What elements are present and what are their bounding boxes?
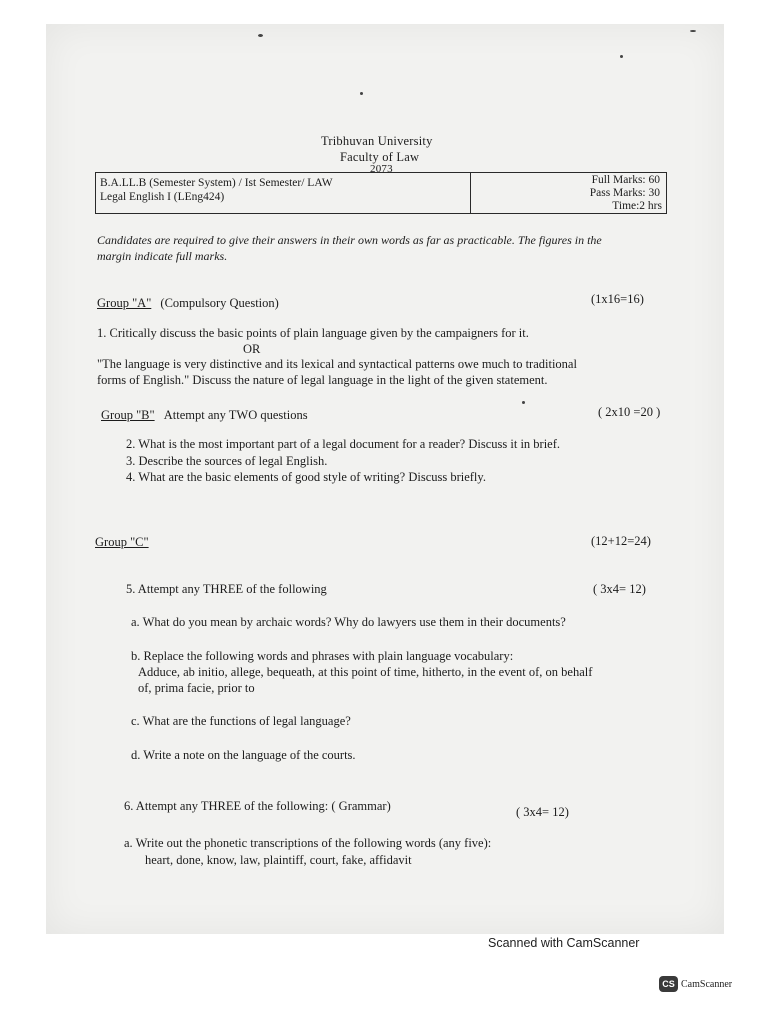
university-name: Tribhuvan University [321,134,433,148]
full-marks: Full Marks: 60 [591,174,660,186]
question-5a: a. What do you mean by archaic words? Why do lawyers use them in their documents? [131,615,566,629]
group-c-marks: (12+12=24) [591,534,651,548]
question-4: 4. What are the basic elements of good style of writing? Discuss briefly. [126,470,486,484]
group-c-heading: Group "C" [95,535,149,549]
question-3: 3. Describe the sources of legal English. [126,454,328,468]
exam-year: 2073 [370,163,393,175]
scan-speck [360,92,363,95]
question-5b-line-3: of, prima facie, prior to [138,681,255,695]
scan-speck [620,55,623,58]
question-5b-line-1: b. Replace the following words and phrases with plain language vocabulary: [131,649,514,663]
course-label: Legal English I (LEng424) [100,191,225,203]
group-a-heading [97,296,279,311]
question-2: 2. What is the most important part of a legal document for a reader? Discuss it in brief. [126,437,561,451]
faculty-name: Faculty of Law [340,150,420,164]
scan-speck [522,401,525,404]
question-6a-line-1: a. Write out the phonetic transcriptions of the following words (any five): [124,836,492,850]
pass-marks: Pass Marks: 30 [589,187,660,199]
question-6a-line-2: heart, done, know, law, plaintiff, court, fake, affidavit [145,853,412,867]
scan-speck [690,30,696,32]
question-5b-line-2: Adduce, ab initio, allege, bequeath, at this point of time, hitherto, in the event of, on behalf [138,665,593,679]
instructions-line-2: margin indicate full marks. [97,249,228,263]
program-label: B.A.LL.B (Semester System) / Ist Semester/ LAW [100,177,333,189]
question-1-alt-line-2: forms of English." Discuss the nature of legal language in the light of the given statement. [97,373,548,387]
group-b-title: Group "B" [101,408,155,422]
camscanner-logo-icon: CS [659,976,678,992]
info-box-divider [470,173,471,213]
group-b-heading [101,408,308,423]
question-5d: d. Write a note on the language of the courts. [131,748,356,762]
question-1-alt-line-1: "The language is very distinctive and its lexical and syntactical patterns owe much to traditional [97,357,577,371]
group-b-marks: ( 2x10 =20 ) [598,405,661,419]
question-6-marks: ( 3x4= 12) [516,805,569,819]
group-a-note: (Compulsory Question) [160,296,279,310]
question-1: 1. Critically discuss the basic points of plain language given by the campaigners for it. [97,326,529,340]
group-b-note: Attempt any TWO questions [163,408,308,422]
question-6: 6. Attempt any THREE of the following: ( Grammar) [124,799,391,813]
question-5: 5. Attempt any THREE of the following [126,582,327,596]
exam-info-box [95,172,667,214]
group-a-marks: (1x16=16) [591,292,644,306]
question-5-marks: ( 3x4= 12) [593,582,646,596]
instructions-line-1: Candidates are required to give their answers in their own words as far as practicable. The figures in the [97,233,602,247]
or-separator: OR [243,342,261,356]
scan-speck [258,34,263,37]
camscanner-brand: CamScanner [681,979,733,990]
group-a-title: Group "A" [97,296,152,310]
question-5c: c. What are the functions of legal language? [131,714,351,728]
scanned-with-label: Scanned with CamScanner [488,936,640,950]
exam-time: Time:2 hrs [612,200,662,212]
